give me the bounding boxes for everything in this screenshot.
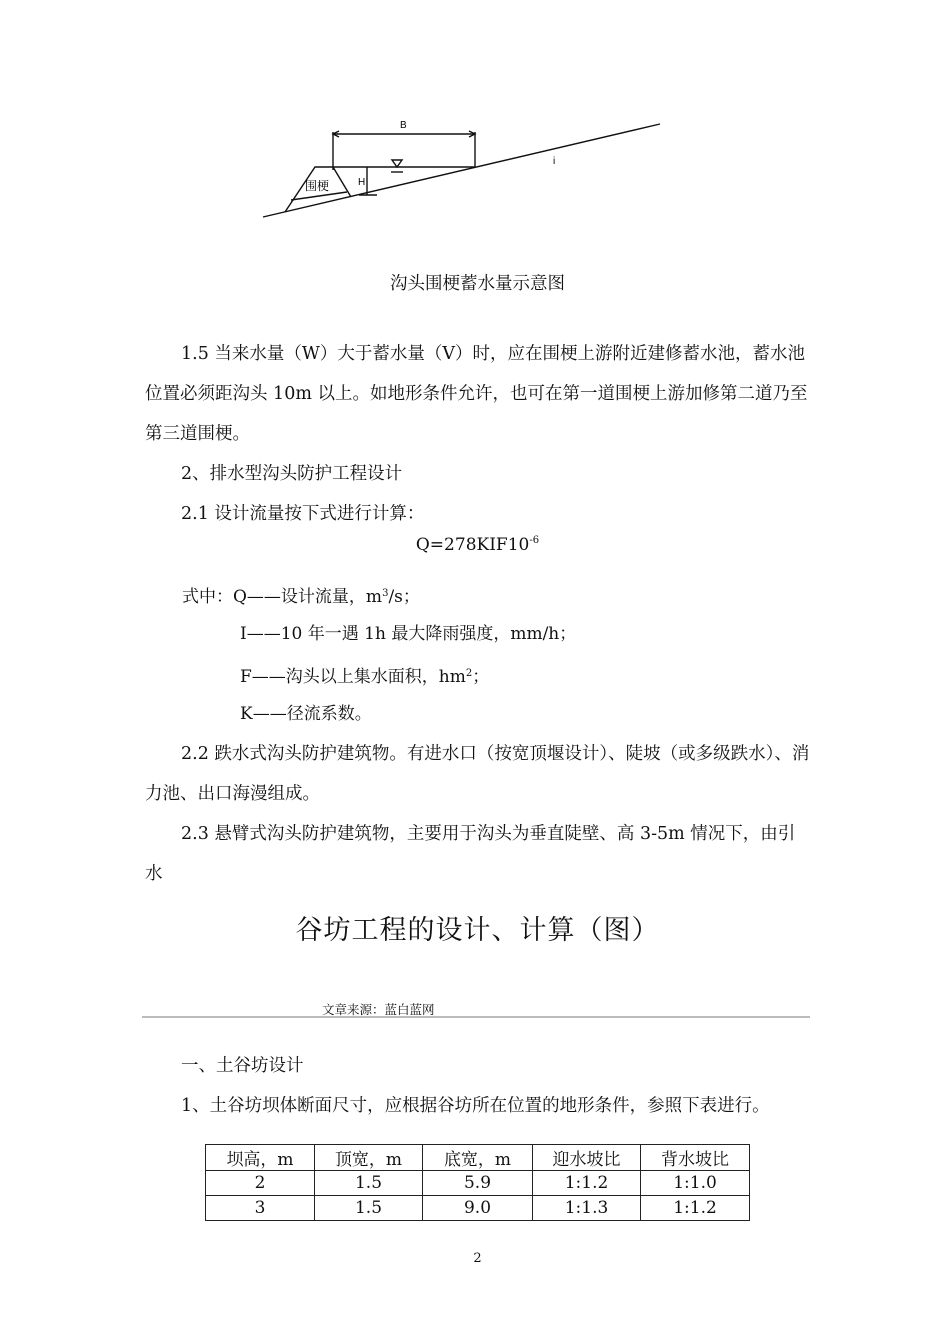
where-q [182,574,420,617]
table-cell: 1:1.3 [533,1196,641,1221]
table-cell: 2 [206,1171,315,1196]
where-f-tail: ； [472,667,490,687]
table-header-cell: 顶宽，m [315,1145,423,1171]
paragraph-2: 2、排水型沟头防护工程设计 [181,464,403,484]
table-row [206,1171,750,1196]
where-f [240,654,489,697]
berm-label: 围梗 [305,179,330,193]
paragraph-1-5: 1.5 当来水量（W）大于蓄水量（V）时，应在围梗上游附近建修蓄水池，蓄水池位置必须距沟头 10m 以上。如地形条件允许，也可在第一道围梗上游加修第二道乃至第三道围梗。 [145,344,808,444]
paragraph-1: 1、土谷坊坝体断面尺寸，应根据谷坊所在位置的地形条件，参照下表进行。 [181,1096,770,1116]
where-k: K——径流系数。 [240,704,372,724]
where-q-tail: /s； [388,587,420,607]
table-header-cell: 坝高，m [206,1145,315,1171]
table-cell: 5.9 [423,1171,533,1196]
table-cell: 1:1.0 [641,1171,750,1196]
article-heading: 谷坊工程的设计、计算（图） [295,915,660,946]
formula-base: Q=278KIF10 [415,535,530,555]
where-q-sup: 3 [382,588,389,599]
section-heading: 一、土谷坊设计 [181,1056,304,1076]
table-header-cell: 迎水坡比 [533,1145,641,1171]
table-header-cell: 背水坡比 [641,1145,750,1171]
table-cell: 3 [206,1196,315,1221]
dimension-b-label: B [400,120,407,131]
table-cell: 1.5 [315,1196,423,1221]
divider [142,1016,810,1018]
where-q-text: Q——设计流量，m [233,587,383,607]
table-cell: 1.5 [315,1171,423,1196]
flow-formula [145,535,810,555]
paragraph-2-2: 2.2 跌水式沟头防护建筑物。有进水口（按宽顶堰设计）、陡坡（或多级跌水）、消力池、出口海漫组成。 [145,744,810,804]
gully-head-berm-diagram [255,112,675,227]
where-i: I——10 年一遇 1h 最大降雨强度，mm/h； [240,624,577,644]
slope-label: i [553,156,556,167]
paragraph-2-3: 2.3 悬臂式沟头防护建筑物，主要用于沟头为垂直陡壁、高 3-5m 情况下，由引水 [145,824,796,884]
table-header-row [206,1145,750,1171]
where-prefix: 式中： [182,587,233,607]
where-f-sup: 2 [465,668,473,679]
where-f-text: F——沟头以上集水面积，hm [240,667,466,687]
table-header-cell: 底宽，m [423,1145,533,1171]
formula-exponent: -6 [529,535,540,546]
table-row [206,1196,750,1221]
page-number: 2 [473,1251,482,1266]
dam-dimension-table [205,1144,750,1221]
dimension-h-label: H [358,177,366,188]
article-source: 文章来源：蓝白蓝网 [322,1002,435,1017]
table-cell: 1:1.2 [533,1171,641,1196]
paragraph-2-1: 2.1 设计流量按下式进行计算： [181,504,425,524]
table-cell: 1:1.2 [641,1196,750,1221]
table-cell: 9.0 [423,1196,533,1221]
diagram-caption: 沟头围梗蓄水量示意图 [390,274,565,294]
